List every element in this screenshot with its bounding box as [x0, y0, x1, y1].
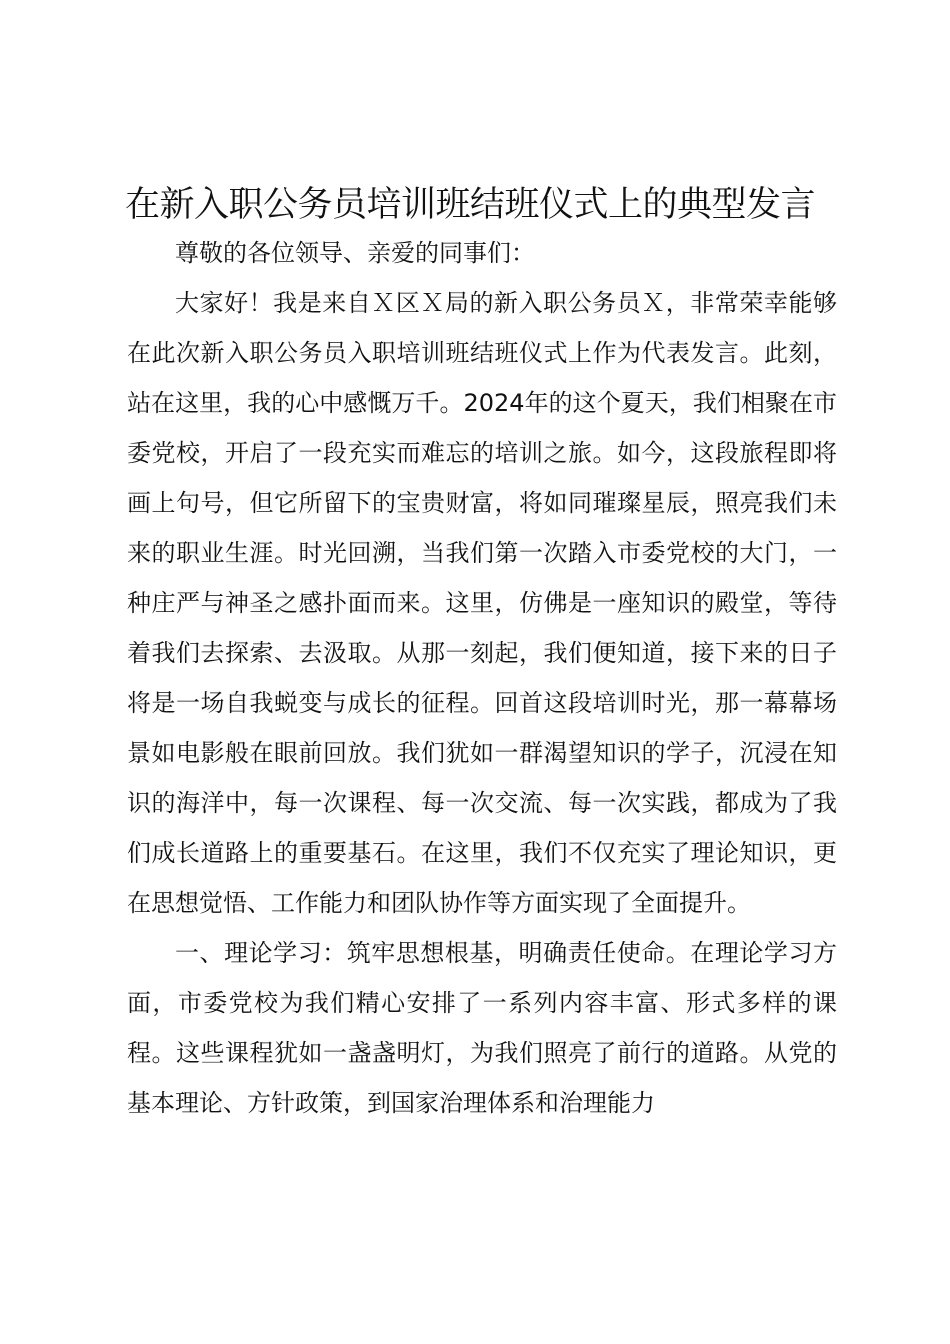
body-paragraph-2: 一、理论学习：筑牢思想根基，明确责任使命。在理论学习方面，市委党校为我们精心安排了一系列内容丰富、形式多样的课程。这些课程犹如一盏盏明灯，为我们照亮了前行的道路。从党的基本理论、方针政策，到国家治理体系和治理能力: [127, 939, 837, 1117]
document-body: [127, 228, 837, 1128]
body-paragraph-1: 大家好！我是来自Ｘ区Ｘ局的新入职公务员Ｘ，非常荣幸能够在此次新入职公务员入职培训班结班仪式上作为代表发言。此刻，站在这里，我的心中感慨万千。2024年的这个夏天，我们相聚在市委党校，开启了一段充实而难忘的培训之旅。如今，这段旅程即将画上句号，但它所留下的宝贵财富，将如同璀璨星辰，照亮我们未来的职业生涯。时光回溯，当我们第一次踏入市委党校的大门，一种庄严与神圣之感扑面而来。这里，仿佛是一座知识的殿堂，等待着我们去探索、去汲取。从那一刻起，我们便知道，接下来的日子将是一场自我蜕变与成长的征程。回首这段培训时光，那一幕幕场景如电影般在眼前回放。我们犹如一群渴望知识的学子，沉浸在知识的海洋中，每一次课程、每一次交流、每一次实践，都成为了我们成长道路上的重要基石。在这里，我们不仅充实了理论知识，更在思想觉悟、工作能力和团队协作等方面实现了全面提升。: [127, 289, 837, 917]
document-title: 在新入职公务员培训班结班仪式上的典型发言: [125, 185, 816, 225]
salutation-paragraph: 尊敬的各位领导、亲爱的同事们：: [175, 239, 535, 267]
